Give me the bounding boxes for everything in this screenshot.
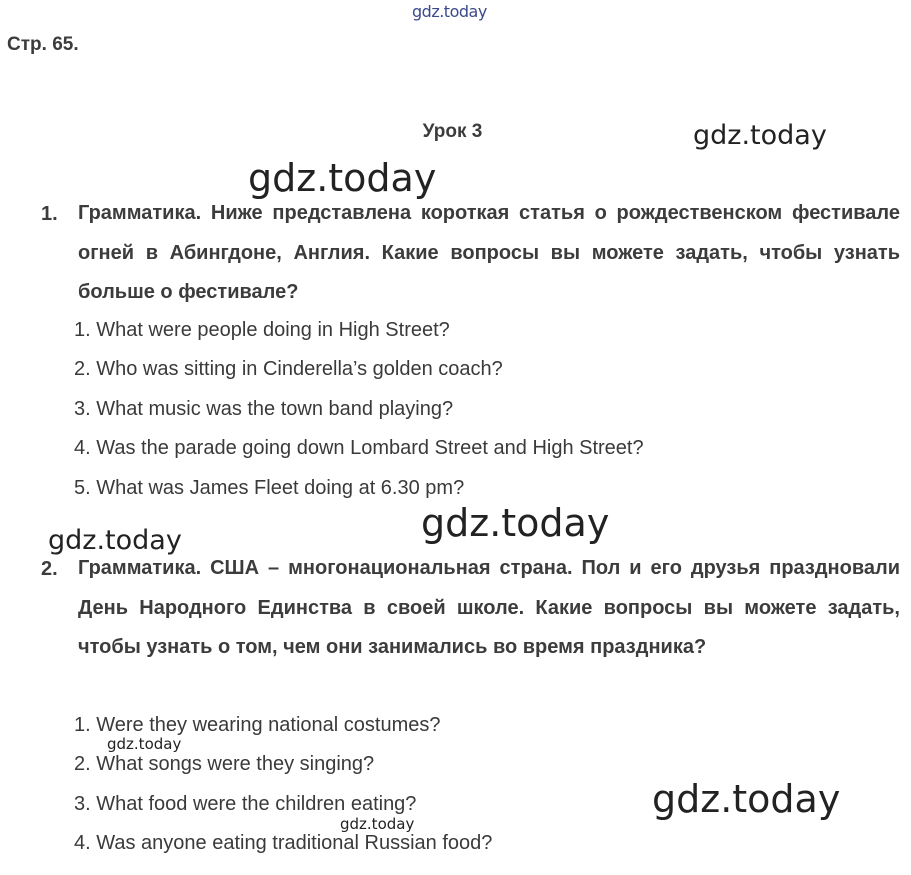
answer-item: 3. What food were the children eating? (74, 793, 417, 815)
task-instruction: Грамматика. США – многонациональная страна. Пол и его друзья праздновали День Народного Единства в своей школе. Какие вопросы вы можете задать, чтобы узнать о том, чем они занимались во время праздника? (78, 557, 900, 658)
watermark: gdz.today (248, 156, 437, 200)
watermark: gdz.today (693, 120, 827, 151)
task-number: 1. (41, 203, 58, 225)
watermark: gdz.today (107, 735, 182, 753)
lesson-title: Урок 3 (422, 121, 483, 142)
answer-item: 2. What songs were they singing? (74, 753, 375, 775)
answer-item: 1. Were they wearing national costumes? (74, 714, 441, 736)
watermark: gdz.today (421, 501, 610, 545)
answer-item: 4. Was the parade going down Lombard Street and High Street? (74, 437, 644, 459)
answer-item: 3. What music was the town band playing? (74, 398, 454, 420)
watermark-top: gdz.today (412, 2, 487, 21)
answer-item: 1. What were people doing in High Street? (74, 319, 450, 341)
page-number: Стр. 65. (7, 34, 79, 55)
answer-item: 2. Who was sitting in Cinderella’s golden coach? (74, 358, 503, 380)
task-instruction: Грамматика. Ниже представлена короткая статья о рождественском фестивале огней в Абингдоне, Англия. Какие вопросы вы можете задать, чтобы узнать больше о фестивале? (78, 202, 900, 303)
watermark: gdz.today (48, 525, 182, 556)
watermark: gdz.today (652, 777, 841, 821)
watermark: gdz.today (340, 815, 415, 833)
answer-item: 5. What was James Fleet doing at 6.30 pm? (74, 477, 465, 499)
task-number: 2. (41, 558, 58, 580)
answer-item: 4. Was anyone eating traditional Russian food? (74, 832, 493, 854)
